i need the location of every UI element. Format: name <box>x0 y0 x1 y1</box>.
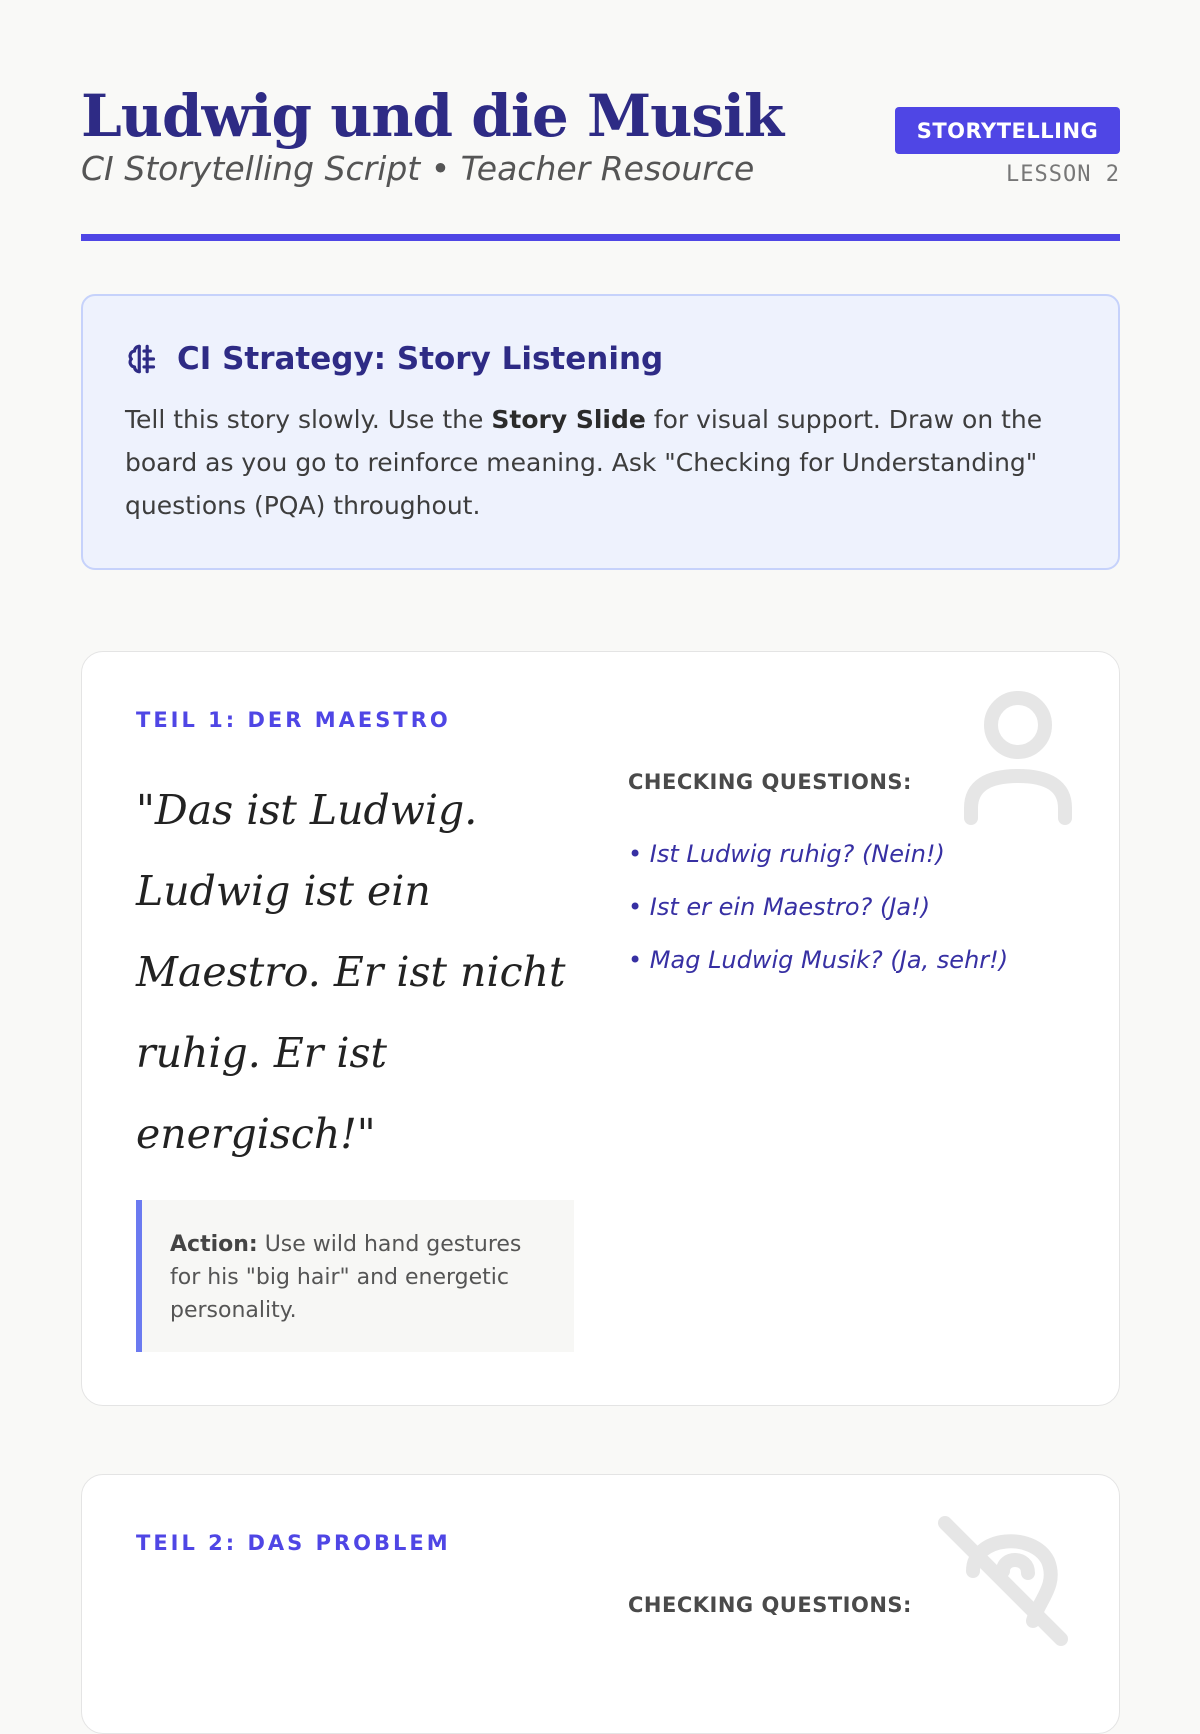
strategy-text-1: Tell this story slowly. Use the <box>125 405 492 434</box>
checking-questions-list <box>628 828 1008 987</box>
checking-question: • Ist er ein Maestro? (Ja!) <box>628 893 931 921</box>
strategy-title: CI Strategy: Story Listening <box>177 341 664 377</box>
checking-questions-title: CHECKING QUESTIONS: <box>628 770 912 794</box>
story-part-card <box>81 651 1120 1406</box>
story-part-card <box>81 1474 1120 1734</box>
category-badge: STORYTELLING <box>895 107 1120 154</box>
strategy-box <box>81 294 1120 570</box>
checking-question: • Ist Ludwig ruhig? (Nein!) <box>628 840 945 868</box>
action-label: Action: <box>170 1232 258 1257</box>
page-title: Ludwig und die Musik <box>81 82 784 150</box>
checking-question: • Mag Ludwig Musik? (Ja, sehr!) <box>628 946 1009 974</box>
user-icon <box>963 688 1073 828</box>
action-note <box>136 1200 574 1352</box>
strategy-text-2: for visual support. Draw on the board as you go to reinforce meaning. Ask "Checking for Understanding" questions (PQA) throughout. <box>125 405 1043 520</box>
brain-icon <box>125 340 163 378</box>
part-label: TEIL 1: DER MAESTRO <box>136 708 451 732</box>
strategy-description <box>125 398 1065 527</box>
checking-questions-title: CHECKING QUESTIONS: <box>628 1593 912 1617</box>
story-text: "Das ist Ludwig. Ludwig ist ein Maestro. Er ist nicht ruhig. Er ist energisch!" <box>136 786 566 1158</box>
page-subtitle: CI Storytelling Script • Teacher Resource <box>81 149 755 188</box>
action-text: Use wild hand gestures for his "big hair" and energetic personality. <box>170 1232 522 1323</box>
page <box>81 0 1120 1617</box>
strategy-text-bold: Story Slide <box>491 405 646 434</box>
header-divider <box>81 234 1120 241</box>
part-label: TEIL 2: DAS PROBLEM <box>136 1531 451 1555</box>
strategy-header <box>125 336 1076 382</box>
lesson-number: LESSON 2 <box>1006 162 1120 187</box>
header <box>81 0 1120 242</box>
ear-off-icon <box>933 1511 1073 1651</box>
